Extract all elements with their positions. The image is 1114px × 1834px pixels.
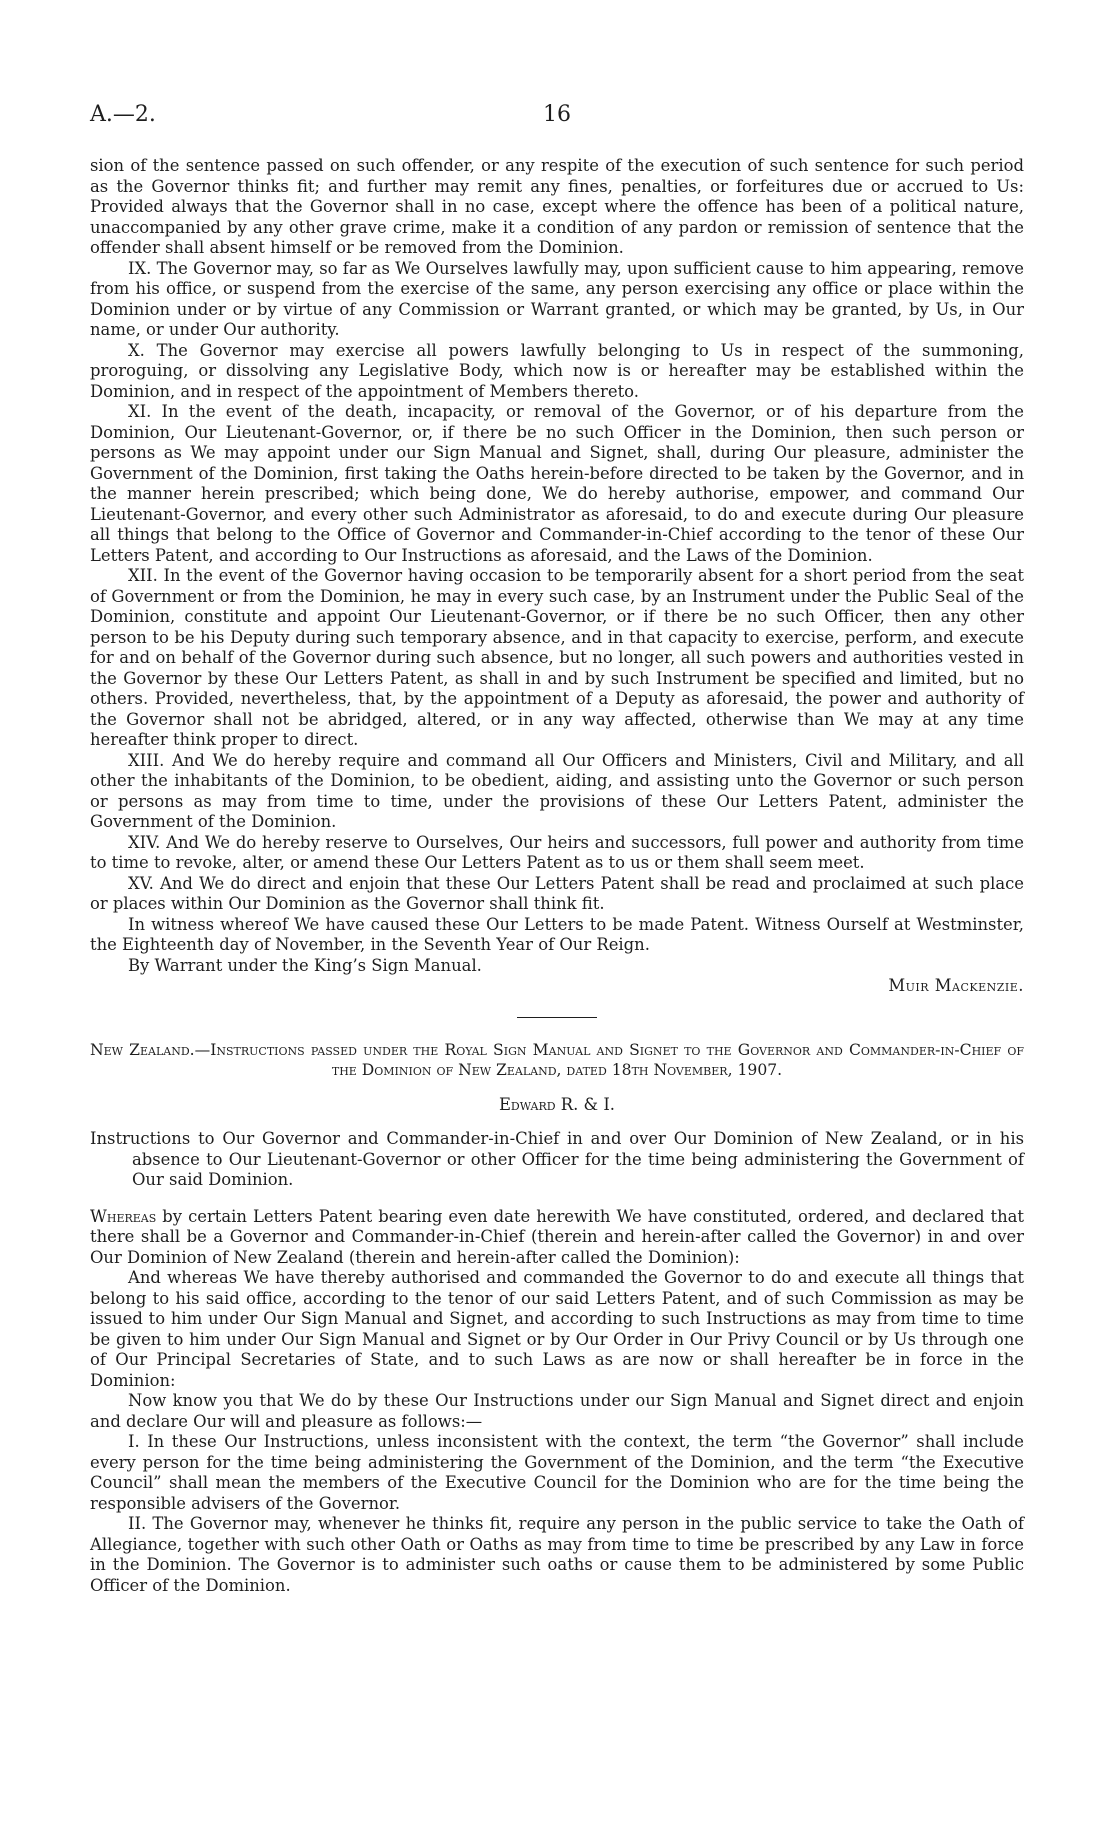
clause-x: X. The Governor may exercise all powers lawfully belonging to Us in respect of the summoning, proroguing, or dissolving any Legislative Body, which now is or hereafter may be established within the Dominion, and in respect of the appointment of Members thereto. [90, 340, 1024, 401]
page-header [90, 102, 1024, 132]
clause-xii: XII. In the event of the Governor having occasion to be temporarily absent for a short period from the seat of Government or from the Dominion, he may in every such case, by an Instrument under the Public Seal of the Dominion, constitute and appoint Our Lieutenant-Governor, or if there be no such Officer, then any other person to be his Deputy during such temporary absence, and in that capacity to exercise, perform, and execute for and on behalf of the Governor during such absence, but no longer, all such powers and authorities vested in the Governor by these Our Letters Patent, as shall in and by such Instrument be specified and limited, but no others. Provided, nevertheless, that, by the appointment of a Deputy as aforesaid, the power and authority of the Governor shall not be abridged, altered, or in any way affected, otherwise than We may at any time hereafter think proper to direct. [90, 566, 1024, 749]
instructions-title: New Zealand.—Instructions passed under the Royal Sign Manual and Signet to the Governor and Commander-in-Chief of the Dominion of New Zealand, dated 18th November, 1907. [90, 1040, 1024, 1079]
instruction-clause-ii: II. The Governor may, whenever he thinks fit, require any person in the public service to take the Oath of Allegiance, together with such other Oath or Oaths as may from time to time be prescribed by any Law in force in the Dominion. The Governor is to administer such oaths or cause them to be administered by some Public Officer of the Dominion. [90, 1514, 1024, 1595]
clause-ix: IX. The Governor may, so far as We Ourselves lawfully may, upon sufficient cause to him appearing, remove from his office, or suspend from the exercise of the same, any person exercising any office or place within the Dominion under or by virtue of any Commission or Warrant granted, or which may be granted, by Us, in Our name, or under Our authority. [90, 258, 1024, 339]
whereas-lead: Whereas [90, 1206, 157, 1226]
instructions-address: Instructions to Our Governor and Commander-in-Chief in and over Our Dominion of New Zealand, or in his absence to Our Lieutenant-Governor or other Officer for the time being administering the Government of Our said Dominion. [90, 1129, 1024, 1189]
and-whereas-paragraph: And whereas We have thereby authorised and commanded the Governor to do and execute all things that belong to his said office, according to the tenor of our said Letters Patent, and of such Commission as may be issued to him under Our Sign Manual and Signet, and according to such Instructions as may from time to time be given to him under Our Sign Manual and Signet or by Our Order in Our Privy Council or by Us through one of Our Principal Secretaries of State, and to such Laws as are now or shall hereafter be in force in the Dominion: [90, 1268, 1024, 1390]
clause-xiii: XIII. And We do hereby require and command all Our Officers and Ministers, Civil and Military, and all other the inhabitants of the Dominion, to be obedient, aiding, and assisting unto the Governor or such person or persons as may from time to time, under the provisions of these Our Letters Patent, administer the Government of the Dominion. [90, 750, 1024, 831]
clause-xi: XI. In the event of the death, incapacity, or removal of the Governor, or of his departure from the Dominion, Our Lieutenant-Governor, or, if there be no such Officer in the Dominion, then such person or persons as We may appoint under our Sign Manual and Signet, shall, during Our pleasure, administer the Government of the Dominion, first taking the Oaths herein-before directed to be taken by the Governor, and in the manner herein prescribed; which being done, We do hereby authorise, empower, and command Our Lieutenant-Governor, and every other such Administrator as aforesaid, to do and execute during Our pleasure all things that belong to the Office of Governor and Commander-in-Chief according to the tenor of these Our Letters Patent, and according to Our Instructions as aforesaid, and the Laws of the Dominion. [90, 402, 1024, 565]
clause-xiv: XIV. And We do hereby reserve to Ourselves, Our heirs and successors, full power and authority from time to time to revoke, alter, or amend these Our Letters Patent as to us or them shall seem meet. [90, 832, 1024, 872]
sovereign-signature: Edward R. & I. [498, 1094, 616, 1114]
page-body [90, 156, 1024, 1596]
continuation-paragraph: sion of the sentence passed on such offender, or any respite of the execution of such sentence for such period as the Governor thinks fit; and further may remit any fines, penalties, or forfeitures due or accrued to Us: Provided always that the Governor shall in no case, except where the offence has been of a political nature, unaccompanied by any other grave crime, make it a condition of any pardon or remission of sentence that the offender shall absent himself or be removed from the Dominion. [90, 156, 1024, 257]
witness-paragraph: In witness whereof We have caused these Our Letters to be made Patent. Witness Ourself at Westminster, the Eighteenth day of November, in the Seventh Year of Our Reign. [90, 914, 1024, 954]
section-divider [517, 1017, 597, 1018]
page-reference: A.—2. [90, 102, 156, 127]
now-know-paragraph: Now know you that We do by these Our Instructions under our Sign Manual and Signet direct and enjoin and declare Our will and pleasure as follows:— [90, 1391, 1024, 1431]
whereas-paragraph [90, 1207, 1024, 1269]
page-number: 16 [543, 102, 571, 127]
clause-xv: XV. And We do direct and enjoin that these Our Letters Patent shall be read and proclaimed at such place or places within Our Dominion as the Governor shall think fit. [90, 873, 1024, 913]
instruction-clause-i: I. In these Our Instructions, unless inconsistent with the context, the term “the Governor” shall include every person for the time being administering the Government of the Dominion, and the term “the Executive Council” shall mean the members of the Executive Council for the Dominion who are for the time being the responsible advisers of the Governor. [90, 1432, 1024, 1513]
whereas-text: by certain Letters Patent bearing even date herewith We have constituted, ordered, and declared that there shall be a Governor and Commander-in-Chief (therein and herein-after called the Governor) in and over Our Dominion of New Zealand (therein and herein-after called the Dominion): [90, 1206, 1024, 1267]
warrant-line: By Warrant under the King’s Sign Manual. [128, 955, 482, 975]
instructions-section [90, 1040, 1024, 1597]
signature: Muir Mackenzie. [888, 976, 1024, 995]
letters-patent-section [90, 156, 1024, 997]
